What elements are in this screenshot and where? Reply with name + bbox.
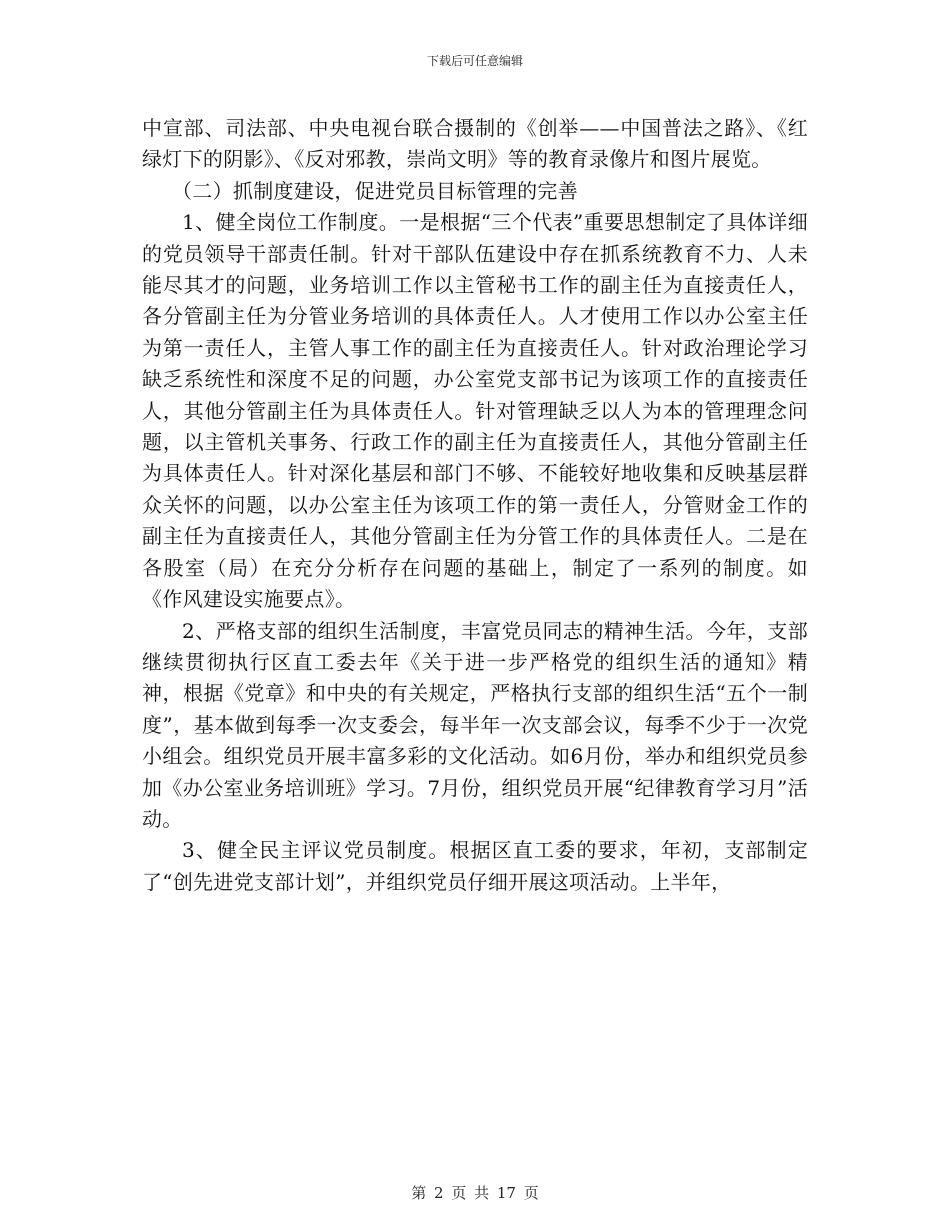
section-heading: （二）抓制度建设，促进党员目标管理的完善 bbox=[172, 178, 578, 203]
paragraph-organization-life: 2、严格支部的组织生活制度，丰富党员同志的精神生活。今年，支部继续贯彻执行区直工委去年《关于进一步严格党的组织生活的通知》精神，根据《党章》和中央的有关规定，严格执行支部的组织生活“五个一制度”，基本做到每季一次支委会，每半年一次支部会议，每季不少于一次党小组会。组织党员开展丰富多彩的文化活动。如6月份，举办和组织党员参加《办公室业务培训班》学习。7月份，组织党员开展“纪律教育学习月”活动。 bbox=[142, 618, 808, 831]
document-body bbox=[142, 113, 808, 898]
paragraph-exhibition-list: 中宣部、司法部、中央电视台联合摄制的《创举——中国普法之路》、《红绿灯下的阴影》、《反对邪教，崇尚文明》等的教育录像片和图片展览。 bbox=[142, 116, 808, 172]
paragraph-democratic-evaluation: 3、健全民主评议党员制度。根据区直工委的要求，年初，支部制定了“创先进党支部计划”，并组织党员仔细开展这项活动。上半年， bbox=[142, 838, 808, 894]
page-header-note: 下载后可任意编辑 bbox=[426, 54, 523, 68]
page-number: 第 2 页 共 17 页 bbox=[411, 1184, 539, 1202]
paragraph-post-responsibility: 1、健全岗位工作制度。一是根据“三个代表”重要思想制定了具体详细的党员领导干部责任制。针对干部队伍建设中存在抓系统教育不力、人未能尽其才的问题，业务培训工作以主管秘书工作的副主任为直接责任人，各分管副主任为分管业务培训的具体责任人。人才使用工作以办公室主任为第一责任人，主管人事工作的副主任为直接责任人。针对政治理论学习缺乏系统性和深度不足的问题，办公室党支部书记为该项工作的直接责任人，其他分管副主任为具体责任人。针对管理缺乏以人为本的管理理念问题，以主管机关事务、行政工作的副主任为直接责任人，其他分管副主任为具体责任人。针对深化基层和部门不够、不能较好地收集和反映基层群众关怀的问题，以办公室主任为该项工作的第一责任人，分管财金工作的副主任为直接责任人，其他分管副主任为分管工作的具体责任人。二是在各股室（局）在充分分析存在问题的基础上，制定了一系列的制度。如《作风建设实施要点》。 bbox=[142, 210, 808, 612]
